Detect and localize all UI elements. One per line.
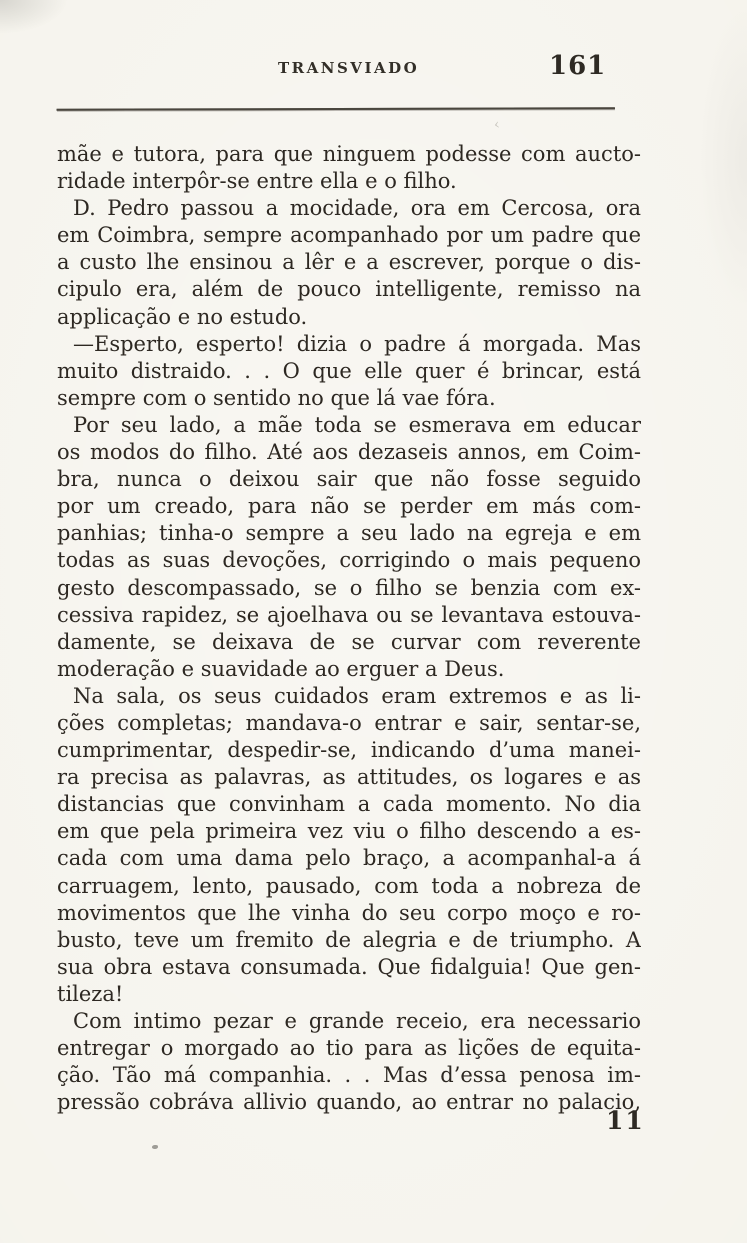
faint-smudge: ‹ xyxy=(492,116,501,134)
text-line: damente, se deixava de se curvar com reverente xyxy=(57,629,641,654)
text-line: ções completas; mandava-o entrar e sair, sentar-se, xyxy=(57,710,641,735)
text-line: cada com uma dama pelo braço, a acompanhal-a á xyxy=(57,846,641,871)
page-text xyxy=(57,141,641,1116)
text-line: sempre com o sentido no que lá vae fóra. xyxy=(57,385,496,410)
text-line: pressão cobráva allivio quando, ao entrar no palacio, xyxy=(57,1090,641,1115)
header-rule xyxy=(57,107,615,110)
text-line: distancias que convinham a cada momento. No dia xyxy=(57,792,641,817)
text-line: ção. Tão má companhia. . . Mas d’essa penosa im- xyxy=(57,1063,641,1088)
signature-number: 11 xyxy=(606,1106,645,1135)
text-line: a custo lhe ensinou a lêr e a escrever, porque o dis- xyxy=(57,250,641,275)
text-line: applicação e no estudo. xyxy=(57,304,308,329)
text-line: em Coimbra, sempre acompanhado por um padre que xyxy=(57,223,641,248)
text-line: Com intimo pezar e grande receio, era necessario xyxy=(73,1009,641,1033)
text-line: cumprimentar, despedir-se, indicando d’uma manei- xyxy=(57,738,641,763)
text-line: tileza! xyxy=(57,981,124,1006)
text-line: por um creado, para não se perder em más com- xyxy=(57,494,641,519)
page-number: 161 xyxy=(549,51,607,81)
text-line: Na sala, os seus cuidados eram extremos e as li- xyxy=(73,683,641,708)
text-line: cessiva rapidez, se ajoelhava ou se levantava estouva- xyxy=(57,602,641,627)
text-line: moderação e suavidade ao erguer a Deus. xyxy=(57,656,505,681)
text-line: muito distraido. . . O que elle quer é brincar, está xyxy=(57,358,641,383)
text-line: gesto descompassado, se o filho se benzia com ex- xyxy=(57,575,641,600)
text-line: entregar o morgado ao tio para as lições de equita- xyxy=(57,1036,641,1061)
text-line: mãe e tutora, para que ninguem podesse com aucto- xyxy=(57,142,641,166)
text-line: Por seu lado, a mãe toda se esmerava em educar xyxy=(73,412,641,437)
text-line: carruagem, lento, pausado, com toda a nobreza de xyxy=(57,873,641,898)
text-line: sua obra estava consumada. Que fidalguia! Que gen- xyxy=(57,954,641,979)
text-line: panhias; tinha-o sempre a seu lado na egreja e em xyxy=(57,521,641,546)
text-line: busto, teve um fremito de alegria e de triumpho. A xyxy=(57,927,641,952)
text-line: os modos do filho. Até aos dezaseis annos, em Coim- xyxy=(57,440,641,465)
ink-speck xyxy=(152,1145,158,1149)
text-line: —Esperto, esperto! dizia o padre á morgada. Mas xyxy=(73,331,641,356)
text-line: todas as suas devoções, corrigindo o mais pequeno xyxy=(57,548,641,573)
text-line: D. Pedro passou a mocidade, ora em Cercosa, ora xyxy=(73,196,641,221)
text-line: cipulo era, além de pouco intelligente, remisso na xyxy=(57,277,641,302)
text-line: bra, nunca o deixou sair que não fosse seguido xyxy=(57,467,641,492)
text-line: ridade interpôr-se entre ella e o filho. xyxy=(57,169,457,194)
text-line: ra precisa as palavras, as attitudes, os logares e as xyxy=(57,765,641,790)
running-title: TRANSVIADO xyxy=(278,59,420,77)
text-line: movimentos que lhe vinha do seu corpo moço e ro- xyxy=(57,900,641,925)
text-line: em que pela primeira vez viu o filho descendo a es- xyxy=(57,819,641,844)
